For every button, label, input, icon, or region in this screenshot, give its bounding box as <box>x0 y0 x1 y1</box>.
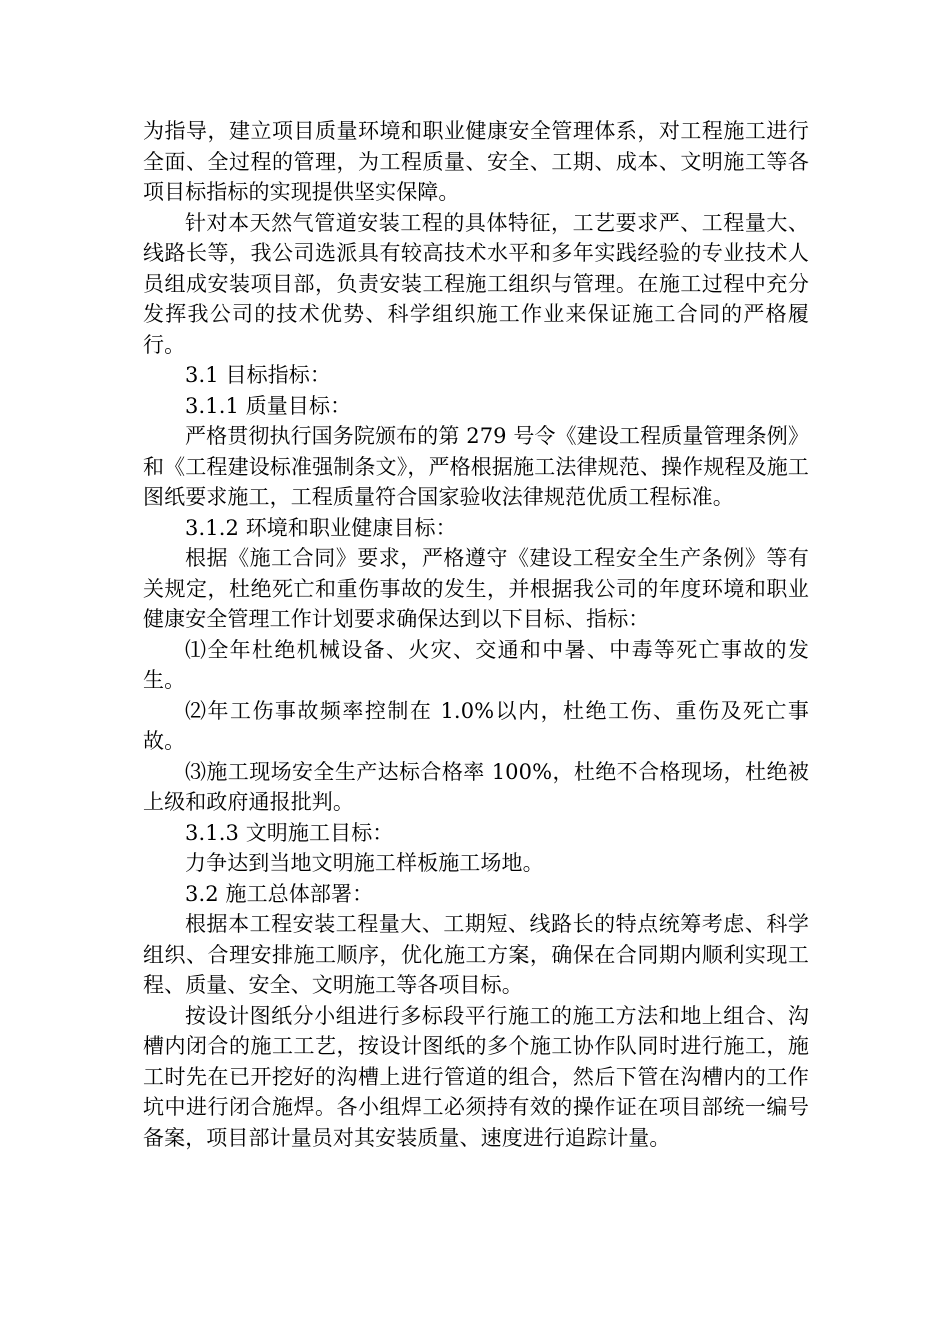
paragraph-quality-target: 严格贯彻执行国务院颁布的第 279 号令《建设工程质量管理条例》和《工程建设标准强制条文》，严格根据施工法律规范、操作规程及施工图纸要求施工，工程质量符合国家验收法律规范优质工程标准。 <box>143 424 809 509</box>
paragraph-intro-continuation: 为指导，建立项目质量环境和职业健康安全管理体系，对工程施工进行全面、全过程的管理，为工程质量、安全、工期、成本、文明施工等各项目标指标的实现提供坚实保障。 <box>143 119 809 204</box>
list-item-2: ⑵年工伤事故频率控制在 1.0%以内，杜绝工伤、重伤及死亡事故。 <box>143 698 809 753</box>
paragraph-environment-health-target: 根据《施工合同》要求，严格遵守《建设工程安全生产条例》等有关规定，杜绝死亡和重伤事故的发生，并根据我公司的年度环境和职业健康安全管理工作计划要求确保达到以下目标、指标： <box>143 546 809 631</box>
list-item-1: ⑴全年杜绝机械设备、火灾、交通和中暑、中毒等死亡事故的发生。 <box>143 637 809 692</box>
list-item-3: ⑶施工现场安全生产达标合格率 100%，杜绝不合格现场，杜绝被上级和政府通报批判。 <box>143 759 809 814</box>
document-page <box>143 116 809 1153</box>
paragraph-construction-method: 按设计图纸分小组进行多标段平行施工的施工方法和地上组合、沟槽内闭合的施工工艺，按设计图纸的多个施工协作队同时进行施工，施工时先在已开挖好的沟槽上进行管道的组合，然后下管在沟槽内的工作坑中进行闭合施焊。各小组焊工必须持有效的操作证在项目部统一编号备案，项目部计量员对其安装质量、速度进行追踪计量。 <box>143 1003 809 1150</box>
paragraph-civilized-construction-target: 力争达到当地文明施工样板施工场地。 <box>185 851 544 875</box>
heading-3-2-overall-deployment: 3.2 施工总体部署： <box>185 881 374 906</box>
heading-3-1-3-civilized-construction-target: 3.1.3 文明施工目标： <box>185 820 394 845</box>
heading-3-1-target-indicators: 3.1 目标指标： <box>185 363 331 387</box>
heading-3-1-1-quality-target: 3.1.1 质量目标： <box>185 393 352 418</box>
paragraph-project-features: 针对本天然气管道安装工程的具体特征，工艺要求严、工程量大、线路长等，我公司选派具有较高技术水平和多年实践经验的专业技术人员组成安装项目部，负责安装工程施工组织与管理。在施工过程中充分发挥我公司的技术优势、科学组织施工作业来保证施工合同的严格履行。 <box>143 210 809 357</box>
heading-3-1-2-environment-health-target: 3.1.2 环境和职业健康目标： <box>185 515 457 540</box>
paragraph-overall-deployment: 根据本工程安装工程量大、工期短、线路长的特点统筹考虑、科学组织、合理安排施工顺序，优化施工方案，确保在合同期内顺利实现工程、质量、安全、文明施工等各项目标。 <box>143 912 809 997</box>
